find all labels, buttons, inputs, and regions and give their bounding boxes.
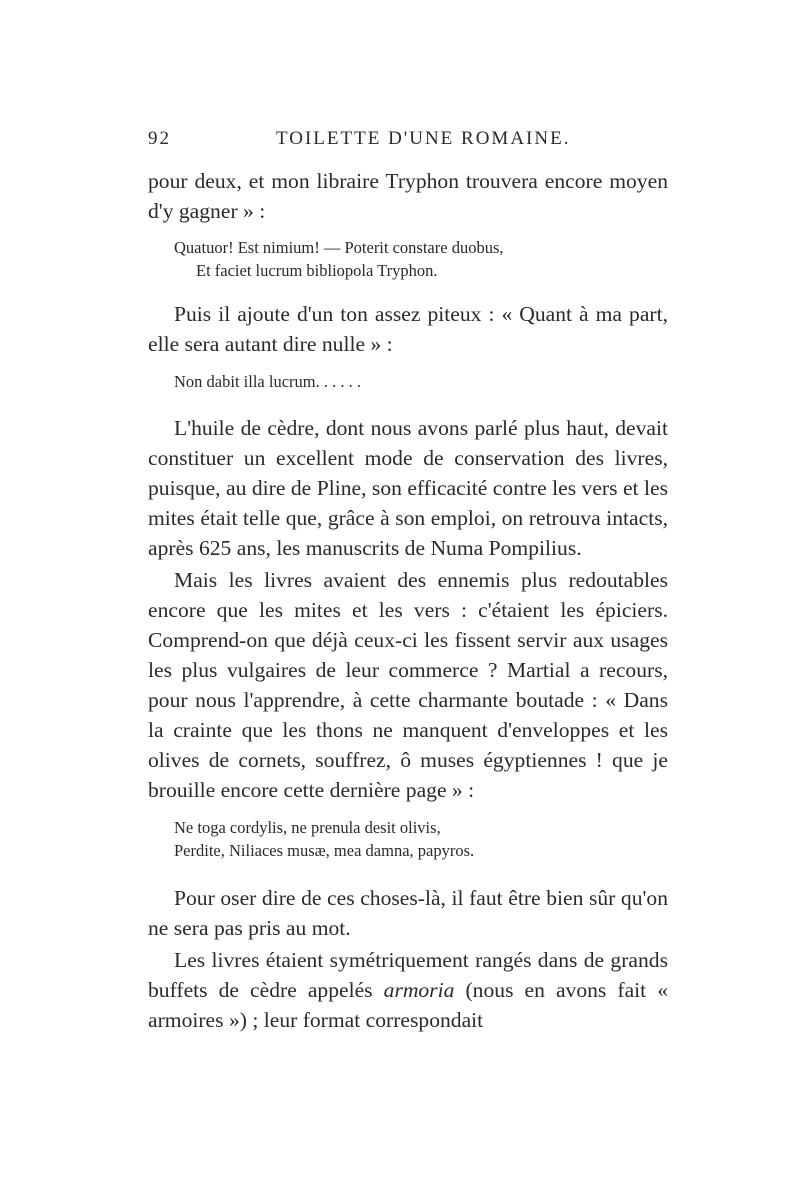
verse-line: Perdite, Niliaces musæ, mea damna, papyros. bbox=[174, 841, 475, 860]
verse-line: Non dabit illa lucrum. . . . . . bbox=[174, 372, 361, 391]
paragraph-text: (nous en avons fait « armoires ») ; leur format correspondait bbox=[148, 978, 668, 1032]
running-title: TOILETTE D'UNE ROMAINE. bbox=[276, 128, 571, 149]
paragraph: Puis il ajoute d'un ton assez piteux : « Quant à ma part, elle sera autant dire nulle » : bbox=[148, 302, 668, 356]
paragraph: Mais les livres avaient des ennemis plus redoutables encore que les mites et les vers : c'étaient les épiciers. Comprend-on que déjà ceux-ci les fissent servir aux usages les plus vulgaires de leur commerce ? Martial a recours, pour nous l'apprendre, à cette charmante boutade : « Dans la crainte que les thons ne manquent d'enveloppes et les olives de cornets, souffrez, ô muses égyptiennes ! que je brouille encore cette dernière page » : bbox=[148, 568, 668, 802]
paragraph-text: Les livres étaient symétriquement rangés dans de grands buffets de cèdre appelés bbox=[148, 948, 668, 1002]
paragraph-continuation: pour deux, et mon libraire Tryphon trouvera encore moyen d'y gagner » : bbox=[148, 169, 668, 223]
paragraph: L'huile de cèdre, dont nous avons parlé plus haut, devait constituer un excellent mode de conservation des livres, puisque, au dire de Pline, son efficacité contre les vers et les mites était telle que, grâce à son emploi, on retrouva intacts, après 625 ans, les manuscrits de Numa Pompilius. bbox=[148, 416, 668, 560]
paragraph bbox=[148, 945, 668, 1035]
page-number: 92 bbox=[148, 128, 171, 149]
paragraph: Pour oser dire de ces choses-là, il faut être bien sûr qu'on ne sera pas pris au mot. bbox=[148, 886, 668, 940]
verse-line: Ne toga cordylis, ne prenula desit olivis, bbox=[174, 818, 441, 837]
page-header bbox=[148, 128, 668, 158]
italic-term: armoria bbox=[383, 978, 455, 1002]
latin-verse-quotation bbox=[148, 359, 668, 413]
verse-line: Quatuor! Est nimium! — Poterit constare duobus, bbox=[174, 238, 504, 257]
latin-verse-quotation bbox=[148, 805, 668, 883]
page-body bbox=[148, 166, 668, 1035]
verse-line: Et faciet lucrum bibliopola Tryphon. bbox=[196, 261, 438, 280]
latin-verse-quotation bbox=[148, 226, 668, 299]
